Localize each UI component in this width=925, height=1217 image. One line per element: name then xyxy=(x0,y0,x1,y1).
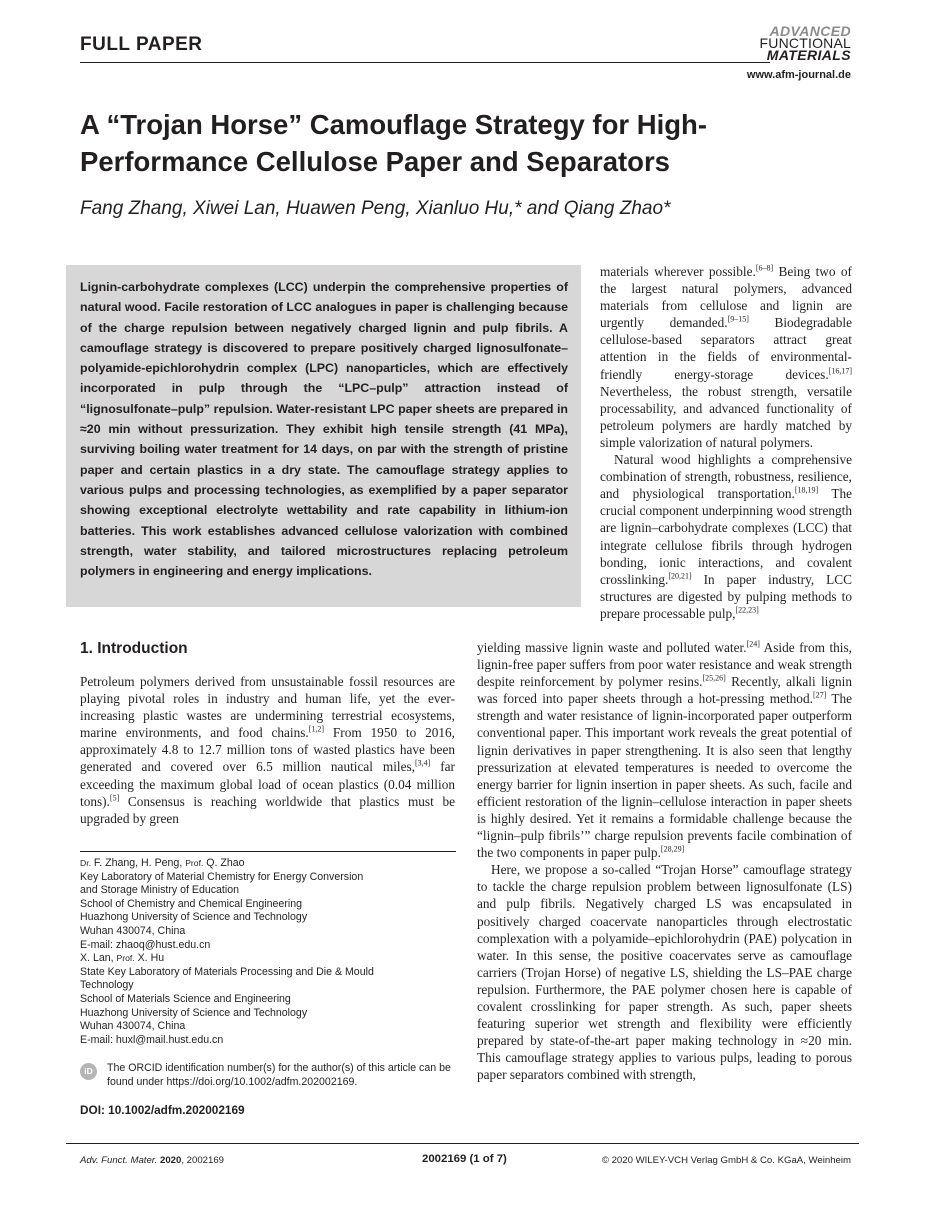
text-run: In paper industry, LCC structures are digested by pulping methods to prepare processable pulp, xyxy=(600,571,852,621)
citation[interactable]: [25,26] xyxy=(702,673,726,683)
citation[interactable]: [22,23] xyxy=(735,605,759,615)
text-run: Biodegradable cellulose-based separators attract great attention in the fields of environmental-friendly energy-storage devices. xyxy=(600,315,852,382)
header-rule xyxy=(80,62,770,63)
affiliations xyxy=(80,857,460,1047)
text-run: Natural wood highlights a comprehensive combination of strength, robustness, resilience, and physiological transportation. xyxy=(600,452,852,502)
text-run: Petroleum polymers derived from unsustainable fossil resources are playing pivotal roles in industry and human life, yet the ever-increasing plastic wastes are undermining terrestrial ecosystems, marine environments, and food chains. xyxy=(80,674,455,741)
text-run: From 1950 to 2016, approximately 4.8 to 12.7 million tons of wasted plastics have been generated and covered over 6.5 million nautical miles, xyxy=(80,725,455,775)
journal-url[interactable]: www.afm-journal.de xyxy=(746,69,851,81)
author-names: F. Zhang, H. Peng, xyxy=(90,857,186,869)
citation[interactable]: [28,29] xyxy=(660,844,685,854)
text-run: The crucial component underpinning wood strength are lignin–carbohydrate complexes (LCC) that integrate cellulose fibrils through hydrogen bonding, ionic interactions, and covalent crosslinking. xyxy=(600,486,852,587)
body-column-left xyxy=(80,673,455,827)
citation[interactable]: [1,2] xyxy=(308,724,325,734)
journal-logo-line-1: ADVANCED xyxy=(769,23,851,39)
paragraph xyxy=(600,451,852,622)
text-run: materials wherever possible. xyxy=(600,264,756,279)
affiliation-line: Key Laboratory of Material Chemistry for Energy Conversion xyxy=(80,870,364,883)
section-label: FULL PAPER xyxy=(80,34,203,55)
journal-logo-line-3: MATERIALS xyxy=(766,47,851,63)
affiliation-line: Huazhong University of Science and Technology xyxy=(80,911,308,924)
page-label: 2002169 (1 of 7) xyxy=(422,1153,507,1165)
paragraph xyxy=(477,639,852,861)
text-run: Nevertheless, the robust strength, versatile processability, and advanced functionality of petroleum polymers are hardly matched by simple valorization of natural polymers. xyxy=(600,383,852,450)
title-prefix: Prof. xyxy=(185,858,204,868)
text-run: Being two of the largest natural polymers, advanced materials from cellulose and lignin are urgently demanded. xyxy=(600,264,852,331)
text-run: yielding massive lignin waste and polluted water. xyxy=(477,640,747,655)
affiliation-authors xyxy=(80,952,460,966)
text-run: Aside from this, lignin-free paper suffers from poor water resistance and weak strength despite reinforcement by polymer resins. xyxy=(477,640,852,690)
footer-rule xyxy=(66,1143,859,1144)
paragraph xyxy=(80,673,455,827)
author-names: X. Lan, xyxy=(80,952,117,965)
year: 2020 xyxy=(159,1155,182,1166)
affiliation-line: State Key Laboratory of Materials Processing and Die & Mould xyxy=(80,965,374,978)
affiliation-line: Wuhan 430074, China xyxy=(80,1020,186,1033)
citation[interactable]: [18,19] xyxy=(794,485,819,495)
affiliation-rule xyxy=(80,851,456,852)
journal-logo-line-2: FUNCTIONAL xyxy=(759,35,851,51)
affiliation-line: School of Chemistry and Chemical Engineering xyxy=(80,897,302,910)
title-prefix: Prof. xyxy=(116,953,135,964)
citation[interactable]: [16,17] xyxy=(828,366,852,376)
affiliation-email[interactable]: E-mail: huxl@mail.hust.edu.cn xyxy=(80,1033,224,1046)
affiliation-line: Technology xyxy=(80,979,134,992)
text-run: Consensus is reaching worldwide that plastics must be upgraded by green xyxy=(80,793,455,826)
affiliation-line: School of Materials Science and Engineering xyxy=(80,992,291,1005)
citation[interactable]: [20,21] xyxy=(668,571,692,581)
abstract-box xyxy=(66,265,581,607)
affiliation-authors xyxy=(80,857,460,871)
citation[interactable]: [9–15] xyxy=(727,314,749,324)
author-names: Q. Zhao xyxy=(203,857,245,869)
text-run: far exceeding the maximum global load of ocean plastics (0.04 million tons). xyxy=(80,759,455,809)
citation[interactable]: [24] xyxy=(746,639,760,649)
article-number: , 2002169 xyxy=(181,1155,225,1166)
body-column-right-upper xyxy=(600,263,852,622)
copyright: © 2020 WILEY-VCH Verlag GmbH & Co. KGaA, Weinheim xyxy=(601,1155,851,1166)
abstract-text: Lignin-carbohydrate complexes (LCC) underpin the comprehensive properties of natural wood. Facile restoration of LCC analogues in paper is challenging because of the charge repulsion between negatively charged lignin and pulp fibrils. A camouflage strategy is discovered to prepare positively charged lignosulfonate–polyamide-epichlorohydrin complex (LPC) nanoparticles, which are effectively incorporated in pulp through the “LPC–pulp” attraction instead of “lignosulfonate–pulp” repulsion. Water-resistant LPC paper sheets are prepared in ≈20 min without pressurization. They exhibit high tensile strength (41 MPa), surviving boiling water treatment for 14 days, on par with the strength of pristine paper and certain plastics in a dry state. The camouflage strategy applies to various pulps and processing technologies, as exemplified by a paper separator showing exceptional electrolyte wettability and rate capability in lithium-ion batteries. This work establishes advanced cellulose valorization with combined strength, water stability, and tailored microstructures replacing petroleum polymers in engineering and energy implications. xyxy=(80,280,568,579)
journal-abbrev: Adv. Funct. Mater. xyxy=(80,1155,158,1166)
body-column-right-lower xyxy=(477,639,852,1083)
paragraph: Here, we propose a so-called “Trojan Horse” camouflage strategy to tackle the charge repulsion problem between lignosulfonate (LS) and pulp fibrils. Negatively charged LS was encapsulated in positively charged coacervate nanoparticles through electrostatic complexation with a polyamide–epichlorohydrin (PAE) polycation in water. In this sense, the positive coacervates serve as camouflage carriers (Trojan Horse) of negative LS, shielding the LS–PAE charge repulsion. Furthermore, the PAE polymer chosen here is capable of covalent crosslinking for paper strength. As such, paper sheets featuring superior wet strength and flexibility were efficiently prepared by state-of-the-art paper making technology in ≈20 min. This camouflage strategy applies to various pulps, leading to porous paper separators combined with strength, xyxy=(477,862,852,1083)
author-names: X. Hu xyxy=(134,952,165,965)
citation[interactable]: [5] xyxy=(109,793,120,803)
orcid-icon[interactable]: iD xyxy=(80,1063,97,1080)
title-prefix: Dr. xyxy=(80,858,91,868)
orcid-note: The ORCID identification number(s) for the author(s) of this article can be found under https://doi.org/10.1002/adfm.202002169. xyxy=(107,1062,451,1088)
paragraph xyxy=(600,263,852,451)
citation[interactable]: [6–8] xyxy=(755,263,774,273)
text-run: The strength and water resistance of lignin-incorporated paper outperform conventional paper. This important work reveals the great potential of lignin derivatives in paper strengthening. It is also seen that lengthy pressurization at elevated temperatures is needed to overcome the energy barrier for lignin insertion in paper sheets. As such, facile and efficient restoration of the lignin–cellulose interaction in paper sheets is highly desired. Yet it remains a formidable challenge because the “lignin–pulp fibrils’” charge repulsion prevents facile combination of the two components in paper pulp. xyxy=(477,691,852,861)
text-run: Recently, alkali lignin was forced into paper sheets through a hot-pressing method. xyxy=(477,674,853,707)
affiliation-line: Wuhan 430074, China xyxy=(80,924,186,937)
section-heading: 1. Introduction xyxy=(80,640,188,657)
doi[interactable]: DOI: 10.1002/adfm.202002169 xyxy=(80,1103,245,1117)
affiliation-line: and Storage Ministry of Education xyxy=(80,884,239,897)
affiliation-line: Huazhong University of Science and Technology xyxy=(80,1006,308,1019)
author-list: Fang Zhang, Xiwei Lan, Huawen Peng, Xianluo Hu,* and Qiang Zhao* xyxy=(80,198,671,219)
citation[interactable]: [27] xyxy=(812,690,827,700)
affiliation-email[interactable]: E-mail: zhaoq@hust.edu.cn xyxy=(80,938,211,951)
footer-citation xyxy=(80,1155,224,1166)
journal-logo xyxy=(760,25,851,61)
citation[interactable]: [3,4] xyxy=(415,759,431,769)
article-title: A “Trojan Horse” Camouflage Strategy for High-Performance Cellulose Paper and Separators xyxy=(80,109,707,177)
